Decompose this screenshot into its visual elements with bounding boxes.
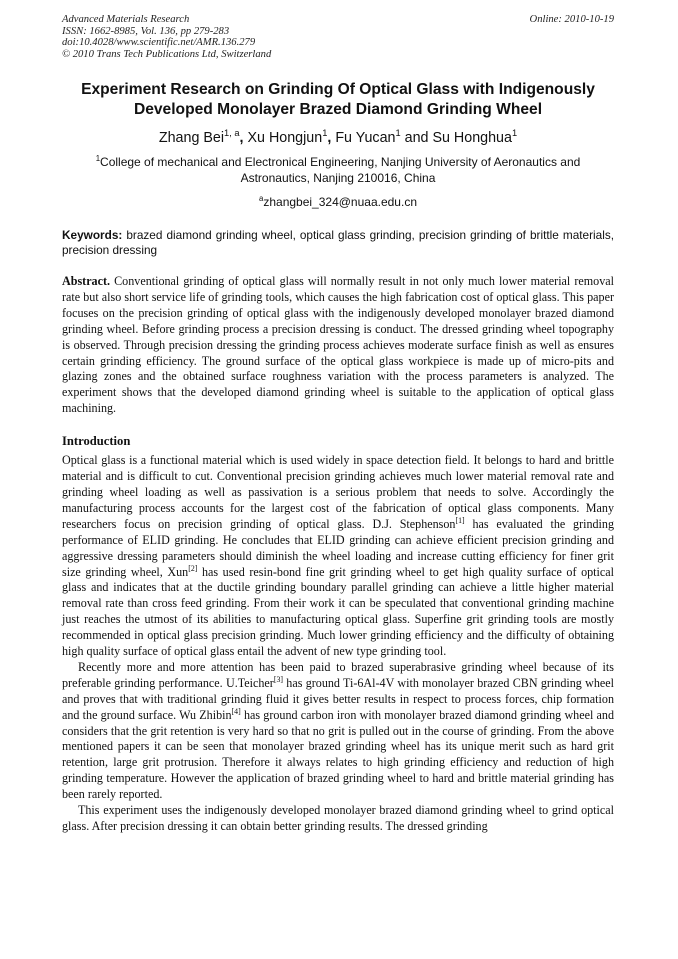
- affiliation: [62, 154, 614, 186]
- paragraph-text: has ground Ti-6Al-4V with monolayer brazed CBN grinding wheel and proves that with traditional grinding fluid it gives better results in respect to process forces, chip formation and the ground surface. Wu Zhibin: [62, 675, 615, 722]
- paper-page: [62, 14, 614, 835]
- author-name: Xu Hongjun: [247, 130, 323, 146]
- paragraph-text: has ground carbon iron with monolayer brazed diamond grinding wheel and considers that the grit retention is very hard so that no grit is pulled out in the course of grinding. From the above mentioned papers it can be seen that monolayer brazed grinding wheel has its unique merit such as hard grit retention, large grit protrusion. Therefore it always relates to high grinding efficiency and reduction of high grinding temperature. However the application of brazed grinding wheel to hard and brittle material grinding has been rarely reported.: [62, 707, 614, 802]
- body-paragraph: [62, 660, 614, 803]
- paragraph-text: Recently more and more attention has been paid to brazed superabrasive grinding wheel because of its preferable grinding performance. U.Teicher: [62, 659, 614, 690]
- keywords-label: Keywords:: [62, 228, 123, 242]
- author-affiliation-mark: 1: [395, 128, 401, 139]
- section-heading-introduction: Introduction: [62, 434, 131, 449]
- journal-issn: ISSN: 1662-8985, Vol. 136, pp 279-283: [62, 25, 230, 37]
- body-paragraph: This experiment uses the indigenously developed monolayer brazed diamond grinding wheel to grind optical glass. After precision dressing it can obtain better grinding results. The dressed grinding: [62, 803, 614, 833]
- author-name: Zhang Bei: [158, 130, 225, 146]
- abstract-label: Abstract.: [62, 274, 111, 288]
- author-separator: ,: [327, 130, 336, 146]
- citation: [1]: [455, 515, 465, 525]
- paper-title: Experiment Research on Grinding Of Optical Glass with Indigenously Developed Monolayer Brazed Diamond Grinding Wheel: [81, 81, 595, 118]
- journal-copyright: © 2010 Trans Tech Publications Ltd, Switzerland: [62, 48, 272, 60]
- citation: [4]: [231, 706, 241, 716]
- author-separator: ,: [239, 130, 248, 146]
- online-date: Online: 2010-10-19: [529, 14, 614, 25]
- affiliation-text: College of mechanical and Electronical Engineering, Nanjing University of Aeronautics and Astronautics, Nanjing 210016, China: [100, 155, 581, 185]
- abstract-text: Conventional grinding of optical glass will normally result in not only much lower material removal rate but also short service life of grinding tools, which causes the high fabrication cost of optical glass. This paper focuses on the precision grinding of optical glass with the indigenously developed monolayer brazed diamond grinding wheel. Before grinding process a precision dressing is conduct. The dressed grinding wheel topography is observed. Through precision dressing the grinding process achieves moderate surface finish as well as ensures certain grinding efficiency. The ground surface of the optical glass workpiece is made up of micro-pits and glazing zones and the obtained surface roughness variation with the process parameters is analyzed. The experiment shows that the developed diamond grinding wheel is suitable to the application of optical glass machining.: [62, 274, 614, 416]
- paragraph-text: has evaluated the grinding performance of ELID grinding. He concludes that ELID grinding can achieve efficient precision grinding and aggressive dressing parameters should diminish the wheel loading and increase cutting efficiency for finer grit size grinding wheel, Xun: [62, 516, 614, 579]
- keywords-text: brazed diamond grinding wheel, optical glass grinding, precision grinding of brittle materials, precision dressing: [62, 228, 614, 257]
- journal-doi: doi:10.4028/www.scientific.net/AMR.136.279: [62, 37, 256, 48]
- paragraph-text: has used resin-bond fine grit grinding wheel to get high quality surface of optical glass and indicates that at the ductile grinding boundary parallel grinding can achieve a little higher material removal rate than cross feed grinding. From their work it can be speculated that conventional grinding machine just reaches the utmost of its abilities to manufacturing optical glass. Superfine grit grinding tools are mostly recommended in optical glass precision grinding. Much lower grinding efficiency and the difficulty of obtaining high quality surface of optical glass entail the advent of new type grinding tool.: [62, 564, 614, 659]
- author-affiliation-mark: 1, a: [224, 128, 240, 139]
- journal-header: [62, 14, 614, 60]
- author-affiliation-mark: 1: [322, 128, 328, 139]
- keywords: [62, 228, 614, 257]
- body-paragraph: [62, 453, 614, 660]
- email-mark: a: [259, 194, 264, 203]
- author-affiliation-mark: 1: [511, 128, 518, 139]
- author-list: [62, 129, 614, 147]
- author-name: Fu Yucan: [335, 130, 396, 146]
- email-address: zhangbei_324@nuaa.edu.cn: [263, 195, 417, 209]
- citation: [2]: [188, 563, 198, 573]
- author-email: [62, 194, 614, 210]
- author-name: Su Honghua: [432, 130, 512, 146]
- paragraph-text: Optical glass is a functional material which is used widely in space detection field. It belongs to hard and brittle material and is difficult to cut. Conventional precision grinding achieves much lower material removal rate and grinding wheel loading as well as passivation is a serious problem that needs to solve. Accordingly the manufacturing process accounts for the largest cost of the fabrication of optical glass components. Many researchers focus on precision grinding of optical glass. D.J. Stephenson: [62, 453, 614, 531]
- journal-name: Advanced Materials Research: [62, 14, 190, 25]
- affiliation-mark: 1: [95, 154, 101, 163]
- author-separator: and: [400, 130, 433, 146]
- abstract: [62, 274, 614, 417]
- citation: [3]: [273, 674, 283, 684]
